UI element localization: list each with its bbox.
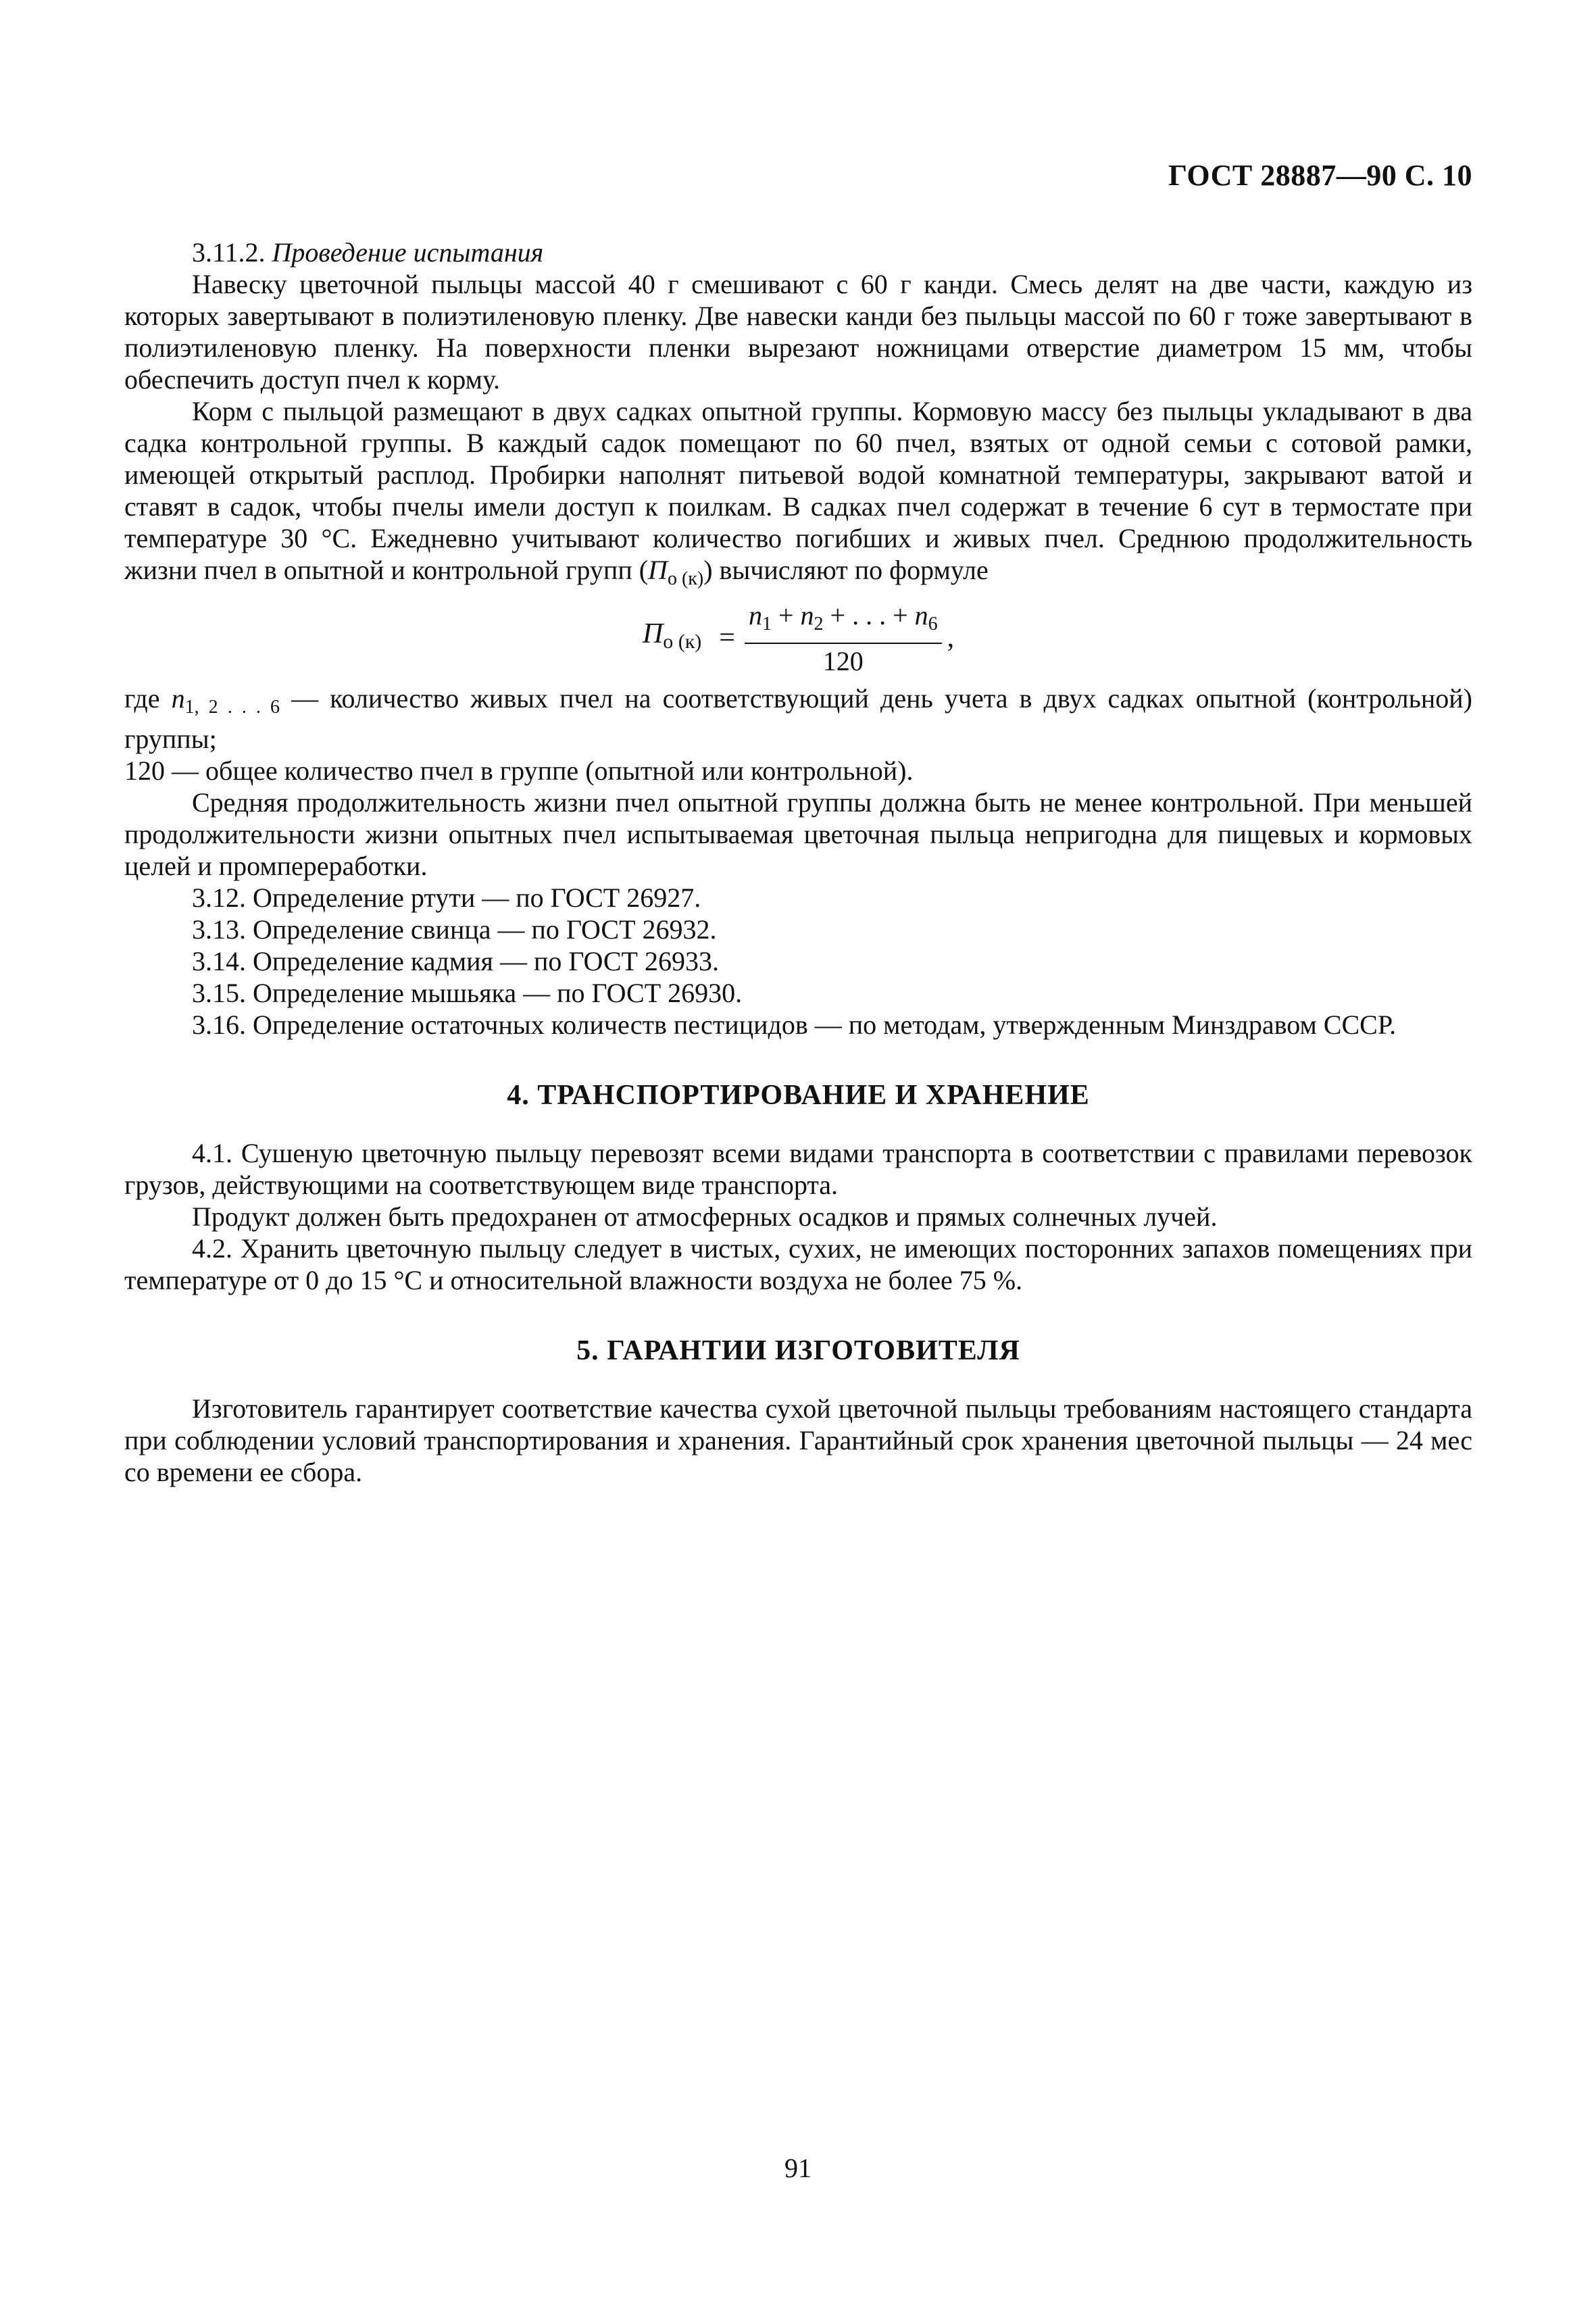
formula bbox=[124, 601, 1472, 674]
list-item: 3.16. Определение остаточных количеств пестицидов — по методам, утвержденным Минздравом СССР. bbox=[192, 1010, 1397, 1040]
list-item: 3.13. Определение свинца — по ГОСТ 26932. bbox=[192, 914, 717, 945]
page-number: 91 bbox=[784, 2153, 812, 2183]
paragraph: Изготовитель гарантирует соответствие качества сухой цветочной пыльцы требованиям настоящего стандарта при соблюдении условий транспортирования и хранения. Гарантийный срок хранения цветочной пыльцы — 24 мес со времени ее сбора. bbox=[124, 1393, 1472, 1487]
symbol: $n_{1, 2 . . . 6}$ bbox=[171, 683, 280, 718]
formula-numerator: $n_1 + n_2$ + . . . + $n_6$ bbox=[745, 599, 942, 644]
paragraph: Навеску цветочной пыльцы массой 40 г смешивают с 60 г канди. Смесь делят на две части, каждую из которых завертывают в полиэтиленовую пленку. Две навески канди без пыльцы массой по 60 г тоже завертывают в полиэтиленовую пленку. На поверхности пленки вырезают ножницами отверстие диаметром 15 мм, чтобы обеспечить доступ пчел к корму. bbox=[124, 269, 1472, 395]
list-item: 3.15. Определение мышьяка — по ГОСТ 26930. bbox=[192, 978, 743, 1008]
section-heading: 4. ТРАНСПОРТИРОВАНИЕ И ХРАНЕНИЕ bbox=[507, 1080, 1090, 1111]
paragraph: 4.2. Хранить цветочную пыльцу следует в чистых, сухих, не имеющих посторонних запахов помещениях при температуре от 0 до 15 °С и относительной влажности воздуха не более 75 %. bbox=[124, 1233, 1472, 1295]
subsection-number: 3.11.2. bbox=[192, 237, 266, 268]
formula-comma: , bbox=[947, 622, 955, 653]
section-heading: 5. ГАРАНТИИ ИЗГОТОВИТЕЛЯ bbox=[576, 1335, 1020, 1366]
paragraph: 4.1. Сушеную цветочную пыльцу перевозят всеми видами транспорта в соответствии с правилами перевозок грузов, действующими на соответствующем виде транспорта. bbox=[124, 1138, 1472, 1200]
subsection-title: Проведение испытания bbox=[272, 237, 544, 268]
list-item: 3.12. Определение ртути — по ГОСТ 26927. bbox=[192, 882, 701, 913]
formula-lhs: $П_{о (к)}$ bbox=[642, 618, 702, 653]
paragraph bbox=[124, 395, 1472, 595]
document-header: ГОСТ 28887—90 С. 10 bbox=[1168, 159, 1472, 192]
subsection-heading bbox=[124, 237, 1472, 268]
where-clause: где $n_{1, 2 . . . 6}$ — количество живых пчел на соответствующий день учета в двух садках опытной (контрольной) группы; bbox=[124, 683, 1473, 754]
symbol: $П_{о (к)}$ bbox=[648, 555, 704, 589]
where-clause: 120 — общее количество пчел в группе (опытной или контрольной). bbox=[124, 755, 914, 786]
formula-equals: = bbox=[719, 622, 735, 653]
paragraph: Средняя продолжительность жизни пчел опытной группы должна быть не менее контрольной. При меньшей продолжительности жизни опытных пчел испытываемая цветочная пыльца непригодна для пищевых и кормовых целей и промпереработки. bbox=[124, 787, 1472, 881]
paragraph-text: Корм с пыльцой размещают в двух садках опытной группы. Кормовую массу без пыльцы укладывают в два садка контрольной группы. В каждый садок помещают по 60 пчел, взятых от одной семьи с сотовой рамки, имеющей открытый расплод. Пробирки наполнят питьевой водой комнатной температуры, закрывают ватой и ставят в садок, чтобы пчелы имели доступ к поилкам. В садках пчел содержат в течение 6 сут в термостате при температуре 30 °С. Ежедневно учитывают количество погибших и живых пчел. Среднюю продолжительность жизни пчел в опытной и контрольной групп ( bbox=[124, 396, 1472, 585]
paragraph: Продукт должен быть предохранен от атмосферных осадков и прямых солнечных лучей. bbox=[192, 1201, 1218, 1232]
document-body bbox=[124, 237, 1472, 1488]
formula-denominator: 120 bbox=[822, 645, 864, 676]
formula-fraction bbox=[745, 599, 942, 677]
list-item: 3.14. Определение кадмия — по ГОСТ 26933. bbox=[192, 946, 719, 976]
paragraph-text: ) вычисляют по формуле bbox=[703, 555, 989, 585]
